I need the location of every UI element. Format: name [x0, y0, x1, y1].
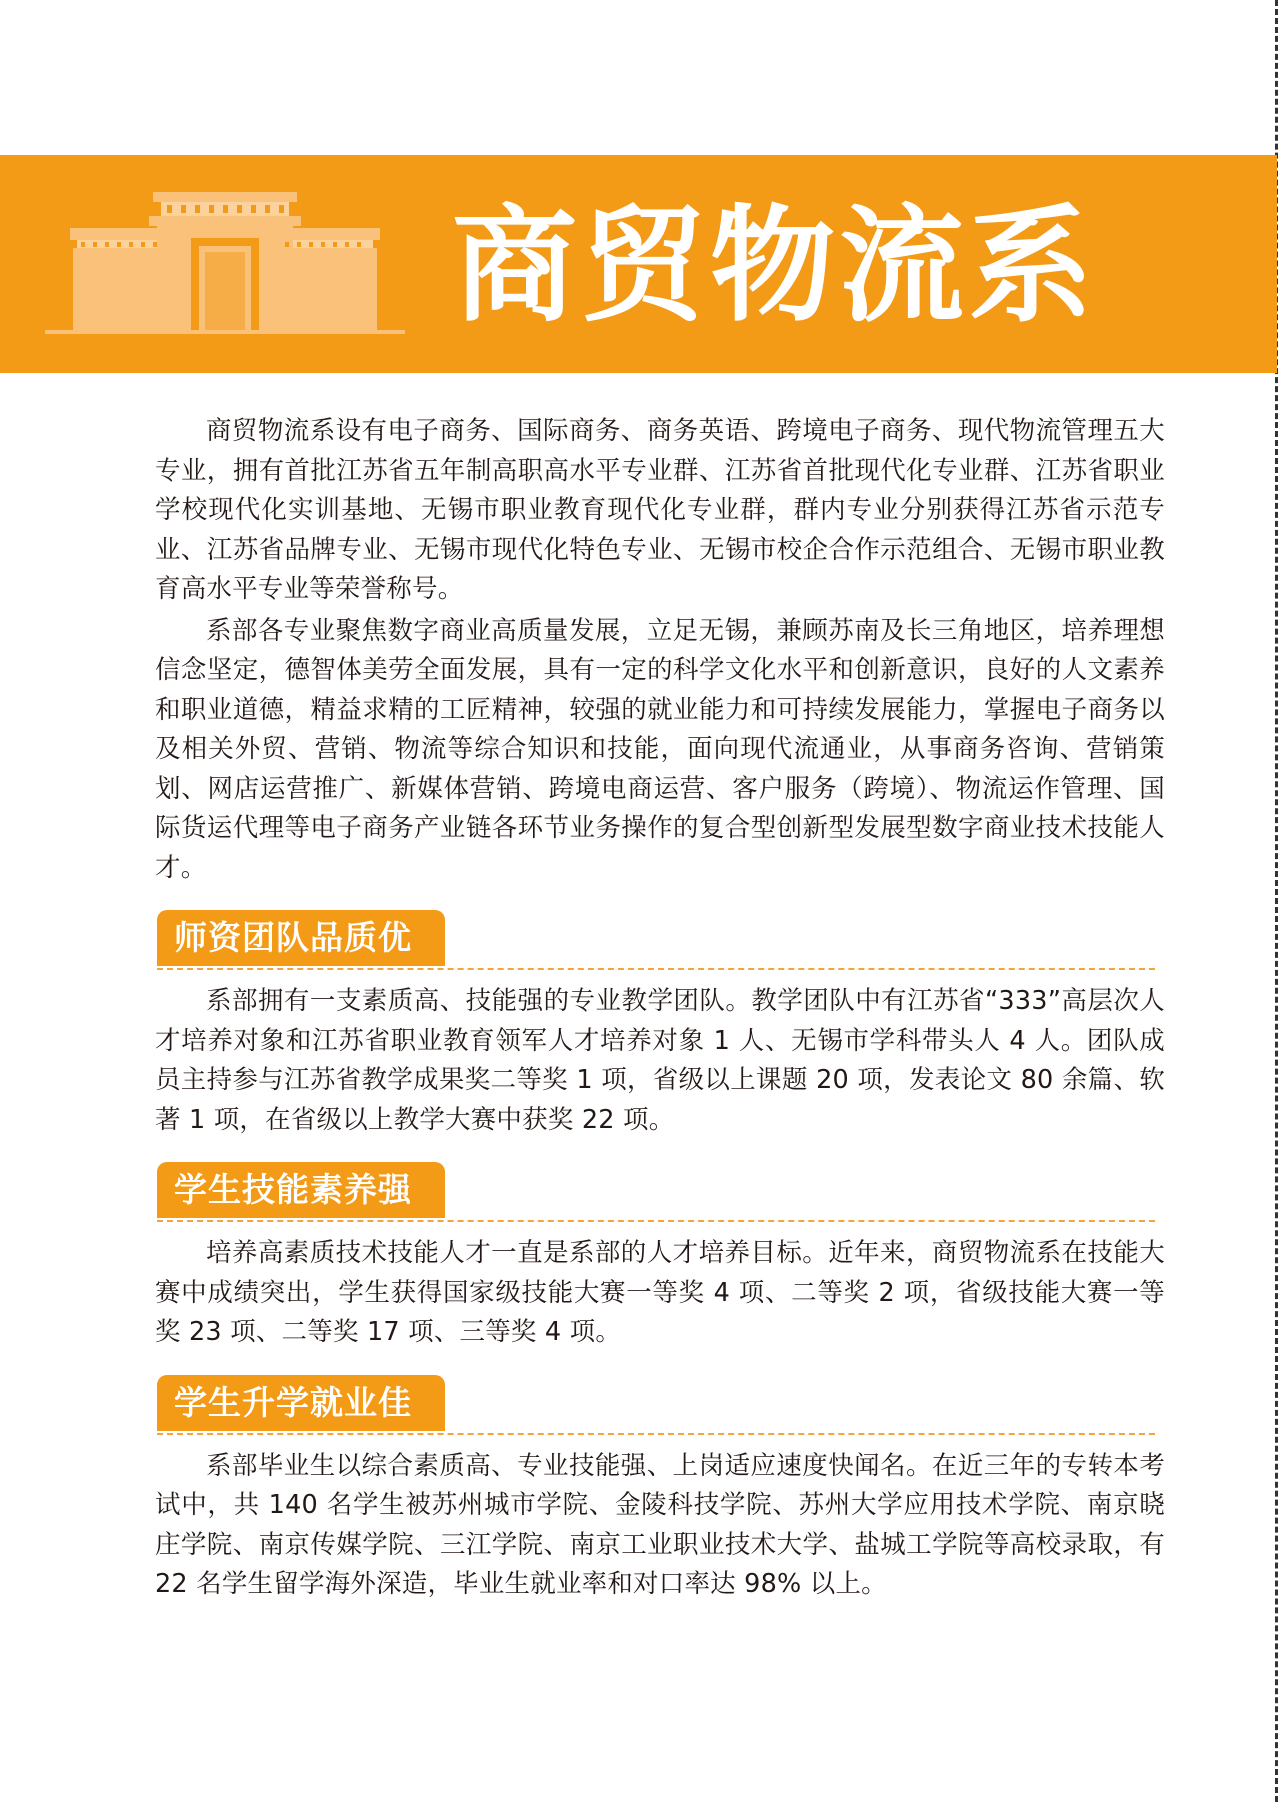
section-text-faculty: 系部拥有一支素质高、技能强的专业教学团队。教学团队中有江苏省“333”高层次人才培养对象和江苏省职业教育领军人才培养对象 1 人、无锡市学科带头人 4 人。团队成员主持参与江苏省教学成果奖二等奖 1 项，省级以上课题 20 项，发表论文 80 余篇、软著 1 项，在省级以上教学大赛中获奖 22 项。	[155, 986, 1165, 1135]
section-text-employment: 系部毕业生以综合素质高、专业技能强、上岗适应速度快闻名。在近三年的专转本考试中，共 140 名学生被苏州城市学院、金陵科技学院、苏州大学应用技术学院、南京晓庄学院、南京传媒学院、三江学院、南京工业职业技术大学、盐城工学院等高校录取，有 22 名学生留学海外深造，毕业生就业率和对口率达 98% 以上。	[155, 1450, 1165, 1599]
gate-icon	[45, 190, 405, 338]
section-employment	[155, 1375, 1165, 1605]
section-tab-employment: 学生升学就业佳	[157, 1375, 445, 1431]
section-heading	[157, 1162, 1165, 1224]
section-faculty	[155, 910, 1165, 1140]
section-skills	[155, 1162, 1165, 1353]
dashed-divider	[157, 1220, 1155, 1222]
main-content	[155, 412, 1165, 1605]
dashed-divider	[157, 968, 1155, 970]
intro-paragraph-1: 商贸物流系设有电子商务、国际商务、商务英语、跨境电子商务、现代物流管理五大专业，拥有首批江苏省五年制高职高水平专业群、江苏省首批现代化专业群、江苏省职业学校现代化实训基地、无锡市职业教育现代化专业群，群内专业分别获得江苏省示范专业、江苏省品牌专业、无锡市现代化特色专业、无锡市校企合作示范组合、无锡市职业教育高水平专业等荣誉称号。	[155, 416, 1165, 604]
section-heading	[157, 1375, 1165, 1437]
section-tab-faculty: 师资团队品质优	[157, 910, 445, 966]
section-tab-skills: 学生技能素养强	[157, 1162, 445, 1218]
intro-paragraph-2: 系部各专业聚焦数字商业高质量发展，立足无锡，兼顾苏南及长三角地区，培养理想信念坚定，德智体美劳全面发展，具有一定的科学文化水平和创新意识，良好的人文素养和职业道德，精益求精的工匠精神，较强的就业能力和可持续发展能力，掌握电子商务以及相关外贸、营销、物流等综合知识和技能，面向现代流通业，从事商务咨询、营销策划、网店运营推广、新媒体营销、跨境电商运营、客户服务（跨境）、物流运作管理、国际货运代理等电子商务产业链各环节业务操作的复合型创新型发展型数字商业技术技能人才。	[155, 615, 1165, 883]
page-title: 商贸物流系	[452, 193, 1097, 339]
section-heading	[157, 910, 1165, 972]
dashed-divider	[157, 1433, 1155, 1435]
section-text-skills: 培养高素质技术技能人才一直是系部的人才培养目标。近年来，商贸物流系在技能大赛中成绩突出，学生获得国家级技能大赛一等奖 4 项、二等奖 2 项，省级技能大赛一等奖 23 项、二等奖 17 项、三等奖 4 项。	[155, 1238, 1165, 1347]
